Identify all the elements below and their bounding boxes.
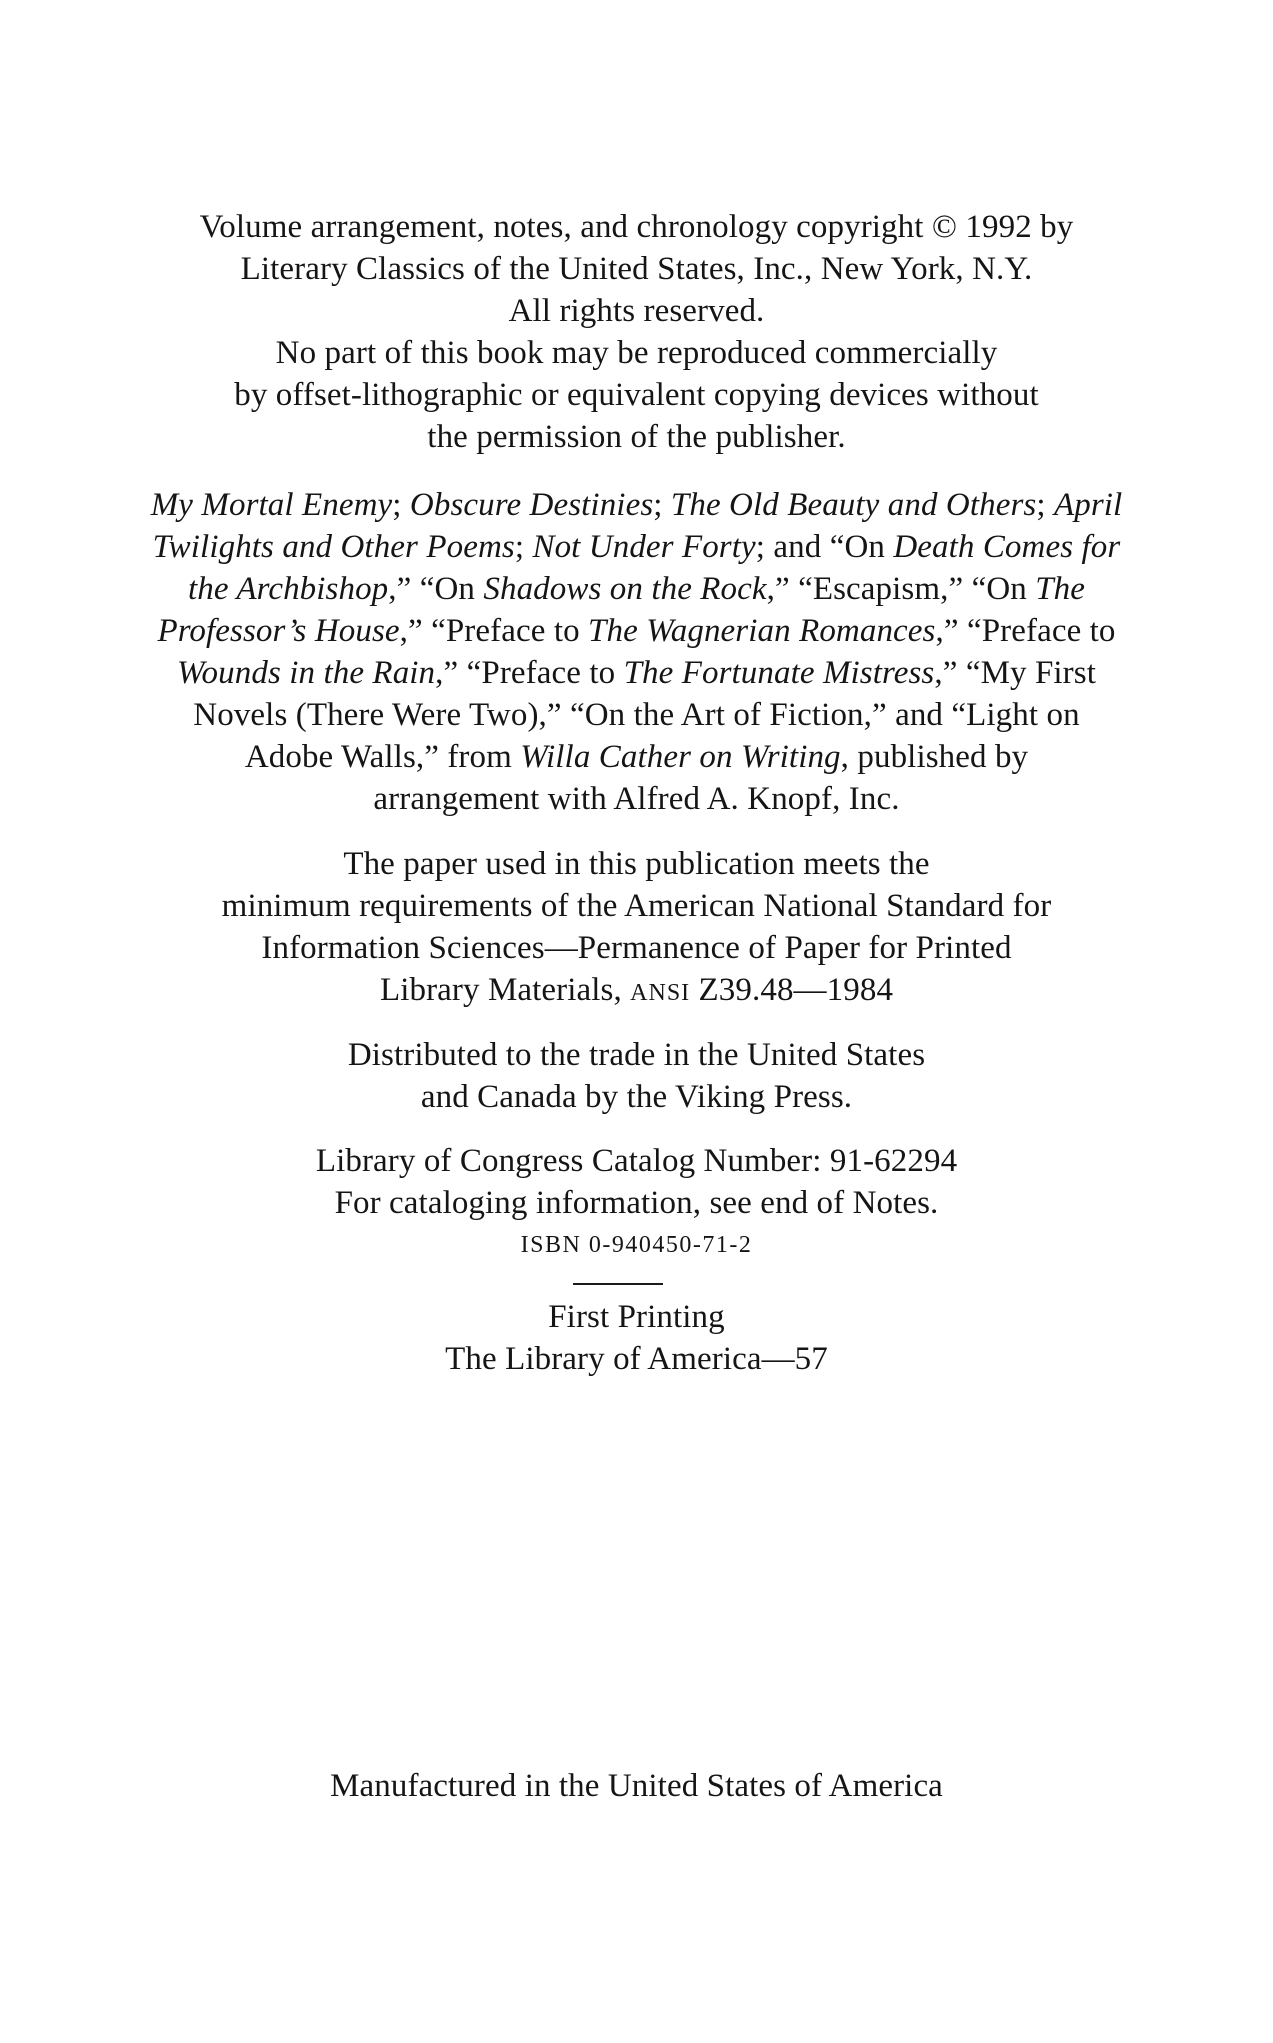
separator: ; [1036, 487, 1054, 523]
title-italic: The [1035, 571, 1086, 607]
catalog-notice [0, 1140, 1273, 1266]
permissions-notice [0, 484, 1273, 820]
title-italic: Twilights and Other Poems [152, 529, 515, 565]
text-run: Z39.48—1984 [690, 972, 894, 1008]
permissions-line [0, 484, 1273, 526]
distribution-notice [0, 1034, 1273, 1118]
isbn: ISBN 0-940450-71-2 [520, 1232, 753, 1258]
separator: ,” “Preface to [935, 613, 1116, 649]
separator: ,” “Preface to [435, 655, 624, 691]
copyright-line: Literary Classics of the United States, Inc., New York, N.Y. [240, 251, 1033, 287]
title-italic: Professor’s House [157, 613, 400, 649]
distribution-line: and Canada by the Viking Press. [420, 1079, 853, 1115]
permissions-line [0, 610, 1273, 652]
text-run: Library Materials, [379, 972, 631, 1008]
catalog-info: For cataloging information, see end of Notes. [334, 1185, 939, 1221]
separator: ,” “Escapism,” “On [766, 571, 1036, 607]
title-italic: Not Under Forty [532, 529, 756, 565]
separator: ; [653, 487, 671, 523]
text-run: Adobe Walls,” from [244, 739, 521, 775]
copyright-line: by offset-lithographic or equivalent copying devices without [234, 377, 1039, 413]
separator: ; [514, 529, 533, 565]
separator: ; [392, 487, 410, 523]
permissions-line [0, 652, 1273, 694]
copyright-notice [0, 206, 1273, 458]
title-italic: April [1053, 487, 1123, 523]
small-caps-run: ANSI [630, 980, 691, 1006]
title-italic: The Wagnerian Romances [588, 613, 936, 649]
copyright-line: No part of this book may be reproduced commercially [275, 335, 998, 371]
title-italic: Shadows on the Rock [483, 571, 767, 607]
paper-line: The paper used in this publication meets the [343, 846, 930, 882]
printing-line: First Printing [548, 1299, 725, 1335]
title-italic: Obscure Destinies [409, 487, 654, 523]
paper-line [0, 969, 1273, 1014]
separator: ,” “Preface to [399, 613, 589, 649]
copyright-line: Volume arrangement, notes, and chronology copyright © 1992 by [199, 209, 1074, 245]
divider-rule [573, 1283, 663, 1285]
manufactured-notice [0, 1765, 1273, 1807]
distribution-line: Distributed to the trade in the United States [347, 1037, 926, 1073]
permissions-line [0, 736, 1273, 778]
separator: ; and “On [755, 529, 894, 565]
title-italic: The Old Beauty and Others [670, 487, 1037, 523]
title-italic: the Archbishop [187, 571, 389, 607]
permissions-line: arrangement with Alfred A. Knopf, Inc. [373, 781, 900, 817]
title-italic: Willa Cather on Writing [520, 739, 841, 775]
permissions-line: Novels (There Were Two),” “On the Art of Fiction,” and “Light on [193, 697, 1080, 733]
paper-line: minimum requirements of the American National Standard for [221, 888, 1052, 924]
copyright-line: All rights reserved. [508, 293, 765, 329]
separator: ,” “My First [934, 655, 1096, 691]
printing-notice [0, 1296, 1273, 1380]
catalog-number: Library of Congress Catalog Number: 91-62294 [315, 1143, 958, 1179]
title-italic: The Fortunate Mistress [623, 655, 935, 691]
series-number: The Library of America—57 [445, 1341, 828, 1377]
title-italic: Wounds in the Rain [177, 655, 436, 691]
text-run: , published by [840, 739, 1029, 775]
paper-line: Information Sciences—Permanence of Paper for Printed [261, 930, 1012, 966]
permissions-line [0, 526, 1273, 568]
title-italic: My Mortal Enemy [150, 487, 393, 523]
copyright-line: the permission of the publisher. [427, 419, 846, 455]
title-italic: Death Comes for [893, 529, 1121, 565]
permissions-line [0, 568, 1273, 610]
paper-standard-notice [0, 843, 1273, 1014]
manufactured-line: Manufactured in the United States of America [330, 1768, 943, 1804]
separator: ,” “On [388, 571, 484, 607]
